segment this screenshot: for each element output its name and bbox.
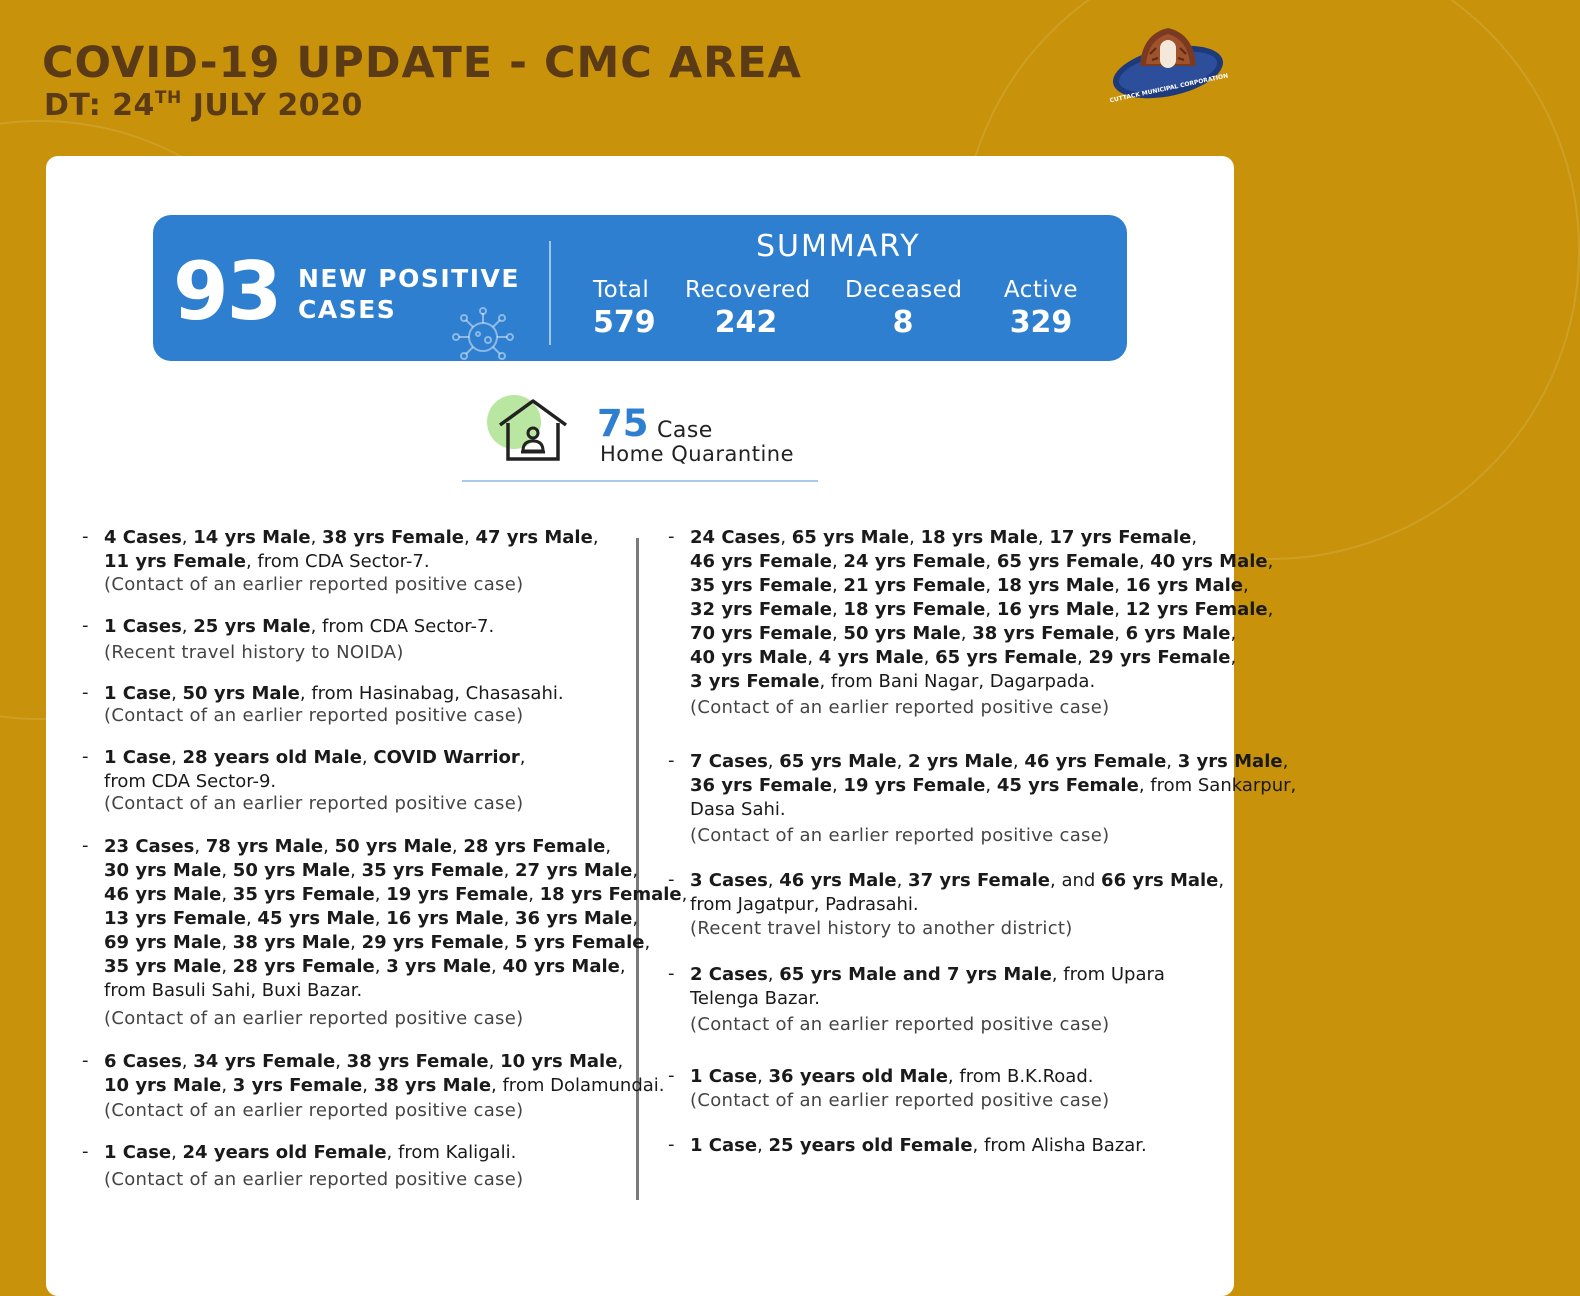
case-line: 10 yrs Male, 3 yrs Female, 38 yrs Male, from Dolamundai. bbox=[104, 1075, 665, 1096]
case-line: 1 Case, 50 yrs Male, from Hasinabag, Chasasahi. bbox=[104, 683, 564, 704]
list-dash: - bbox=[668, 1065, 675, 1086]
case-line: 23 Cases, 78 yrs Male, 50 yrs Male, 28 yrs Female, bbox=[104, 836, 612, 857]
new-cases-count: 93 bbox=[173, 245, 281, 338]
case-note: (Recent travel history to another district) bbox=[690, 918, 1073, 939]
list-dash: - bbox=[82, 835, 89, 856]
case-line: 40 yrs Male, 4 yrs Male, 65 yrs Female, 29 yrs Female, bbox=[690, 647, 1237, 668]
case-line: 32 yrs Female, 18 yrs Female, 16 yrs Male, 12 yrs Female, bbox=[690, 599, 1274, 620]
case-line: from CDA Sector-9. bbox=[104, 771, 277, 792]
case-line: 35 yrs Female, 21 yrs Female, 18 yrs Male, 16 yrs Male, bbox=[690, 575, 1249, 596]
list-dash: - bbox=[668, 963, 675, 984]
case-line: 46 yrs Female, 24 yrs Female, 65 yrs Female, 40 yrs Male, bbox=[690, 551, 1274, 572]
cmc-logo bbox=[1106, 24, 1230, 110]
case-line: 4 Cases, 14 yrs Male, 38 yrs Female, 47 yrs Male, bbox=[104, 527, 599, 548]
case-note: (Contact of an earlier reported positive case) bbox=[104, 705, 524, 726]
list-dash: - bbox=[668, 526, 675, 547]
stat-recovered: Recovered 242 bbox=[685, 277, 811, 340]
case-line: 1 Case, 28 years old Male, COVID Warrior, bbox=[104, 747, 526, 768]
case-line: 13 yrs Female, 45 yrs Male, 16 yrs Male, 36 yrs Male, bbox=[104, 908, 639, 929]
home-quarantine-case-label: Case bbox=[657, 418, 713, 443]
case-line: 24 Cases, 65 yrs Male, 18 yrs Male, 17 yrs Female, bbox=[690, 527, 1198, 548]
virus-icon bbox=[449, 307, 519, 359]
stat-deceased: Deceased 8 bbox=[845, 277, 963, 340]
home-quarantine-underline bbox=[462, 480, 818, 482]
case-note: (Contact of an earlier reported positive case) bbox=[104, 1100, 524, 1121]
case-line: 30 yrs Male, 50 yrs Male, 35 yrs Female, 27 yrs Male, bbox=[104, 860, 639, 881]
case-line: Dasa Sahi. bbox=[690, 799, 786, 820]
list-dash: - bbox=[668, 869, 675, 890]
summary-title: SUMMARY bbox=[756, 229, 921, 264]
case-line: 7 Cases, 65 yrs Male, 2 yrs Male, 46 yrs Female, 3 yrs Male, bbox=[690, 751, 1289, 772]
list-dash: - bbox=[668, 750, 675, 771]
case-line: 1 Case, 36 years old Male, from B.K.Road. bbox=[690, 1066, 1094, 1087]
case-line: 70 yrs Female, 50 yrs Male, 38 yrs Female, 6 yrs Male, bbox=[690, 623, 1237, 644]
case-note: (Contact of an earlier reported positive case) bbox=[104, 793, 524, 814]
list-dash: - bbox=[82, 526, 89, 547]
stat-total: Total 579 bbox=[593, 277, 656, 340]
report-date: DT: 24TH JULY 2020 bbox=[44, 88, 363, 123]
case-note: (Contact of an earlier reported positive case) bbox=[690, 697, 1110, 718]
case-line: from Basuli Sahi, Buxi Bazar. bbox=[104, 980, 363, 1001]
new-cases-label: NEW POSITIVE CASES bbox=[298, 264, 520, 324]
svg-text:CUTTACK MUNICIPAL CORPORATION: CUTTACK MUNICIPAL CORPORATION bbox=[1109, 72, 1229, 105]
summary-divider bbox=[549, 241, 551, 345]
case-note: (Contact of an earlier reported positive case) bbox=[104, 574, 524, 595]
list-dash: - bbox=[82, 615, 89, 636]
case-line: 1 Case, 24 years old Female, from Kaligali. bbox=[104, 1142, 517, 1163]
case-note: (Contact of an earlier reported positive case) bbox=[690, 825, 1110, 846]
case-line: 1 Cases, 25 yrs Male, from CDA Sector-7. bbox=[104, 616, 495, 637]
case-note: (Contact of an earlier reported positive case) bbox=[104, 1169, 524, 1190]
case-line: 2 Cases, 65 yrs Male and 7 yrs Male, from Upara bbox=[690, 964, 1165, 985]
case-line: 46 yrs Male, 35 yrs Female, 19 yrs Female, 18 yrs Female, bbox=[104, 884, 688, 905]
home-quarantine-icon bbox=[486, 395, 570, 465]
case-line: 36 yrs Female, 19 yrs Female, 45 yrs Female, from Sankarpur, bbox=[690, 775, 1297, 796]
page-title: COVID-19 UPDATE - CMC AREA bbox=[42, 38, 802, 88]
case-line: 6 Cases, 34 yrs Female, 38 yrs Female, 10 yrs Male, bbox=[104, 1051, 624, 1072]
list-dash: - bbox=[82, 1141, 89, 1162]
case-line: 69 yrs Male, 38 yrs Male, 29 yrs Female, 5 yrs Female, bbox=[104, 932, 651, 953]
list-dash: - bbox=[668, 1134, 675, 1155]
case-note: (Contact of an earlier reported positive case) bbox=[104, 1008, 524, 1029]
case-line: 35 yrs Male, 28 yrs Female, 3 yrs Male, 40 yrs Male, bbox=[104, 956, 626, 977]
list-dash: - bbox=[82, 1050, 89, 1071]
home-quarantine-count: 75 bbox=[597, 402, 649, 445]
stat-active: Active 329 bbox=[1003, 277, 1079, 340]
list-dash: - bbox=[82, 746, 89, 767]
case-line: Telenga Bazar. bbox=[690, 988, 820, 1009]
home-quarantine-label: Home Quarantine bbox=[600, 442, 795, 466]
summary-panel bbox=[153, 215, 1127, 361]
list-dash: - bbox=[82, 682, 89, 703]
case-line: 11 yrs Female, from CDA Sector-7. bbox=[104, 551, 430, 572]
case-note: (Recent travel history to NOIDA) bbox=[104, 642, 404, 663]
case-line: 1 Case, 25 years old Female, from Alisha Bazar. bbox=[690, 1135, 1147, 1156]
case-note: (Contact of an earlier reported positive case) bbox=[690, 1090, 1110, 1111]
case-line: 3 Cases, 46 yrs Male, 37 yrs Female, and 66 yrs Male, bbox=[690, 870, 1225, 891]
case-line: 3 yrs Female, from Bani Nagar, Dagarpada. bbox=[690, 671, 1096, 692]
case-note: (Contact of an earlier reported positive case) bbox=[690, 1014, 1110, 1035]
case-line: from Jagatpur, Padrasahi. bbox=[690, 894, 919, 915]
